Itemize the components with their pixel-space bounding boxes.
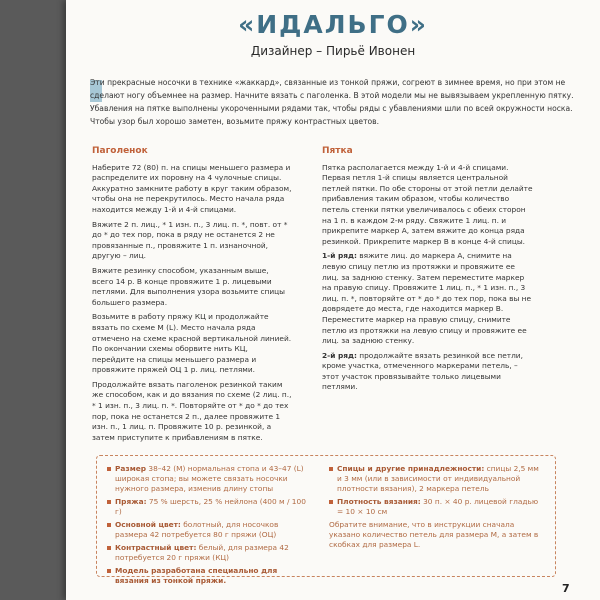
- section-heading-heel: Пятка: [322, 146, 353, 156]
- page-number: 7: [562, 582, 570, 595]
- info-text: 38–42 (M) нормальная стопа и 43–47 (L) широкая стопа; вы можете связать носочки нужного размера, изменив длину стопы: [115, 464, 304, 493]
- paragraph: Продолжайте вязать паголенок резинкой таким же способом, как и до вязания по схеме (2 лиц. п., * 1 изн. п., 3 лиц. п. *. Повторяйте от * до * до тех пор, пока не останется 2 п., далее провяжите 1 изн. п., 1 лиц. п. Провяжите 10 р. резинкой, а затем приступите к прибавлениям в пятке.: [92, 379, 292, 442]
- left-column: [92, 146, 292, 447]
- info-column-left: [107, 464, 307, 589]
- intro-paragraph: Эти прекрасные носочки в технике «жаккард», связанные из тонкой пряжи, согреют в зимнее время, но при этом не сделают ногу объемнее на размер. Начните вязать с паголенка. В этой модели мы не вывязываем укрепленную пятку. Убавления на пятке выполнены укороченными рядами так, чтобы ряды с убавлениями шли по всей окружности носка. Чтобы узор был хорошо заметен, возьмите пряжу контрастных цветов.: [90, 78, 574, 126]
- paragraph: Вяжите 2 п. лиц., * 1 изн. п., 3 лиц. п. *, повт. от * до * до тех пор, пока в ряду не останется 2 не провязанные п., провяжите 1 п. изнаночной, другую – лиц.: [92, 219, 288, 261]
- right-column: [322, 146, 534, 397]
- info-label: Плотность вязания:: [337, 497, 421, 506]
- bullet-icon: [107, 500, 111, 504]
- paragraph: Наберите 72 (80) п. на спицы меньшего размера и распределите их поровну на 4 чулочные спицы. Аккуратно замкните работу в круг таким образом, чтобы она не перекрутилось. Место начала ряда находится между 1-й и 4-й спицами.: [92, 162, 292, 214]
- info-label: Основной цвет:: [115, 520, 181, 529]
- designer-credit: Дизайнер – Пирьё Ивонен: [250, 44, 416, 58]
- row2-text: продолжайте вязать резинкой все петли, кроме участка, отмеченного маркерами петель, – этот участок провязывайте только лицевыми петлями.: [322, 350, 523, 392]
- page: [66, 0, 600, 600]
- bullet-icon: [107, 546, 111, 550]
- info-label: Модель разработана специально для вязания из тонкой пряжи.: [115, 566, 278, 585]
- info-text: спицы 2,5 мм и 3 мм (или в зависимости от индивидуальной плотности вязания), 2 маркера петель: [337, 464, 539, 493]
- info-item-contrast-color: [107, 543, 307, 563]
- bullet-icon: [107, 523, 111, 527]
- info-item-gauge: [329, 497, 543, 517]
- bullet-icon: [329, 500, 333, 504]
- page-title: «ИДАЛЬГО»: [238, 10, 428, 39]
- info-label: Размер: [115, 464, 147, 473]
- info-note: Обратите внимание, что в инструкции сначала указано количество петель для размера M, а затем в скобках для размера L.: [329, 520, 539, 549]
- paragraph: Пятка располагается между 1-й и 4-й спицами. Первая петля 1-й спицы является центральной петлей пятки. По обе стороны от этой петли делайте прибавления таким образом, чтобы количество петель стенки пятки увеличивалось с обеих сторон на 1 п. в каждом 2-м ряду. Свяжите 1 лиц. п. и прикрепите маркер A, затем вяжите до конца ряда резинкой. Прикрепите маркер B в конце 4-й спицы.: [322, 162, 533, 246]
- row1-text: вяжите лиц. до маркера A, снимите на левую спицу петлю из протяжки и провяжите ее лиц. за заднюю стенку. Затем переместите маркер на правую спицу. Провяжите 1 лиц. п., * 1 изн. п., 3 лиц. п. *, повторяйте от * до * до тех пор, пока вы не доврядете до места, где находится маркер B. Переместите маркер на правую спицу, снимите петлю из протяжки на левую спицу и провяжите ее лиц. за заднюю стенку.: [322, 251, 532, 346]
- info-label: Спицы и другие принадлежности:: [337, 464, 485, 473]
- info-label: Контрастный цвет:: [115, 543, 197, 552]
- paragraph: Возьмите в работу пряжу КЦ и продолжайте вязать по схеме М (L). Место начала ряда отмечено на схеме красной вертикальной линией. По окончании схемы оборвите нить КЦ, перейдите на спицы меньшего размера и провяжите пряжей ОЦ 1 р. лиц. петлями.: [92, 312, 292, 375]
- bullet-icon: [329, 467, 333, 471]
- info-text: белый, для размера 42 потребуется 20 г пряжи (КЦ): [115, 543, 289, 562]
- row2-label: 2-й ряд:: [322, 350, 357, 360]
- row1-label: 1-й ряд:: [322, 251, 357, 261]
- info-item-model-note: [107, 566, 307, 586]
- paragraph-row1: [322, 251, 534, 346]
- section-heading-pagolenok: Паголенок: [92, 146, 148, 156]
- info-box: [96, 455, 556, 585]
- info-item-main-color: [107, 520, 307, 540]
- info-column-right: [329, 464, 543, 553]
- info-text: 30 п. × 40 р. лицевой гладью = 10 × 10 см: [337, 497, 539, 516]
- info-item-yarn: [107, 497, 307, 517]
- info-item-needles: [329, 464, 543, 494]
- info-text: болотный, для носочков размера 42 потребуется 80 г пряжи (ОЦ): [115, 520, 279, 539]
- info-label: Пряжа:: [115, 497, 147, 506]
- info-text: 75 % шерсть, 25 % нейлона (400 м / 100 г): [115, 497, 306, 516]
- paragraph-row2: [322, 351, 534, 393]
- bullet-icon: [107, 467, 111, 471]
- bullet-icon: [107, 569, 111, 573]
- info-item-size: [107, 464, 307, 494]
- paragraph: Вяжите резинку способом, указанным выше, всего 14 р. В конце провяжите 1 р. лицевыми петлями. Для выполнения узора возьмите спицы большего размера.: [92, 265, 286, 307]
